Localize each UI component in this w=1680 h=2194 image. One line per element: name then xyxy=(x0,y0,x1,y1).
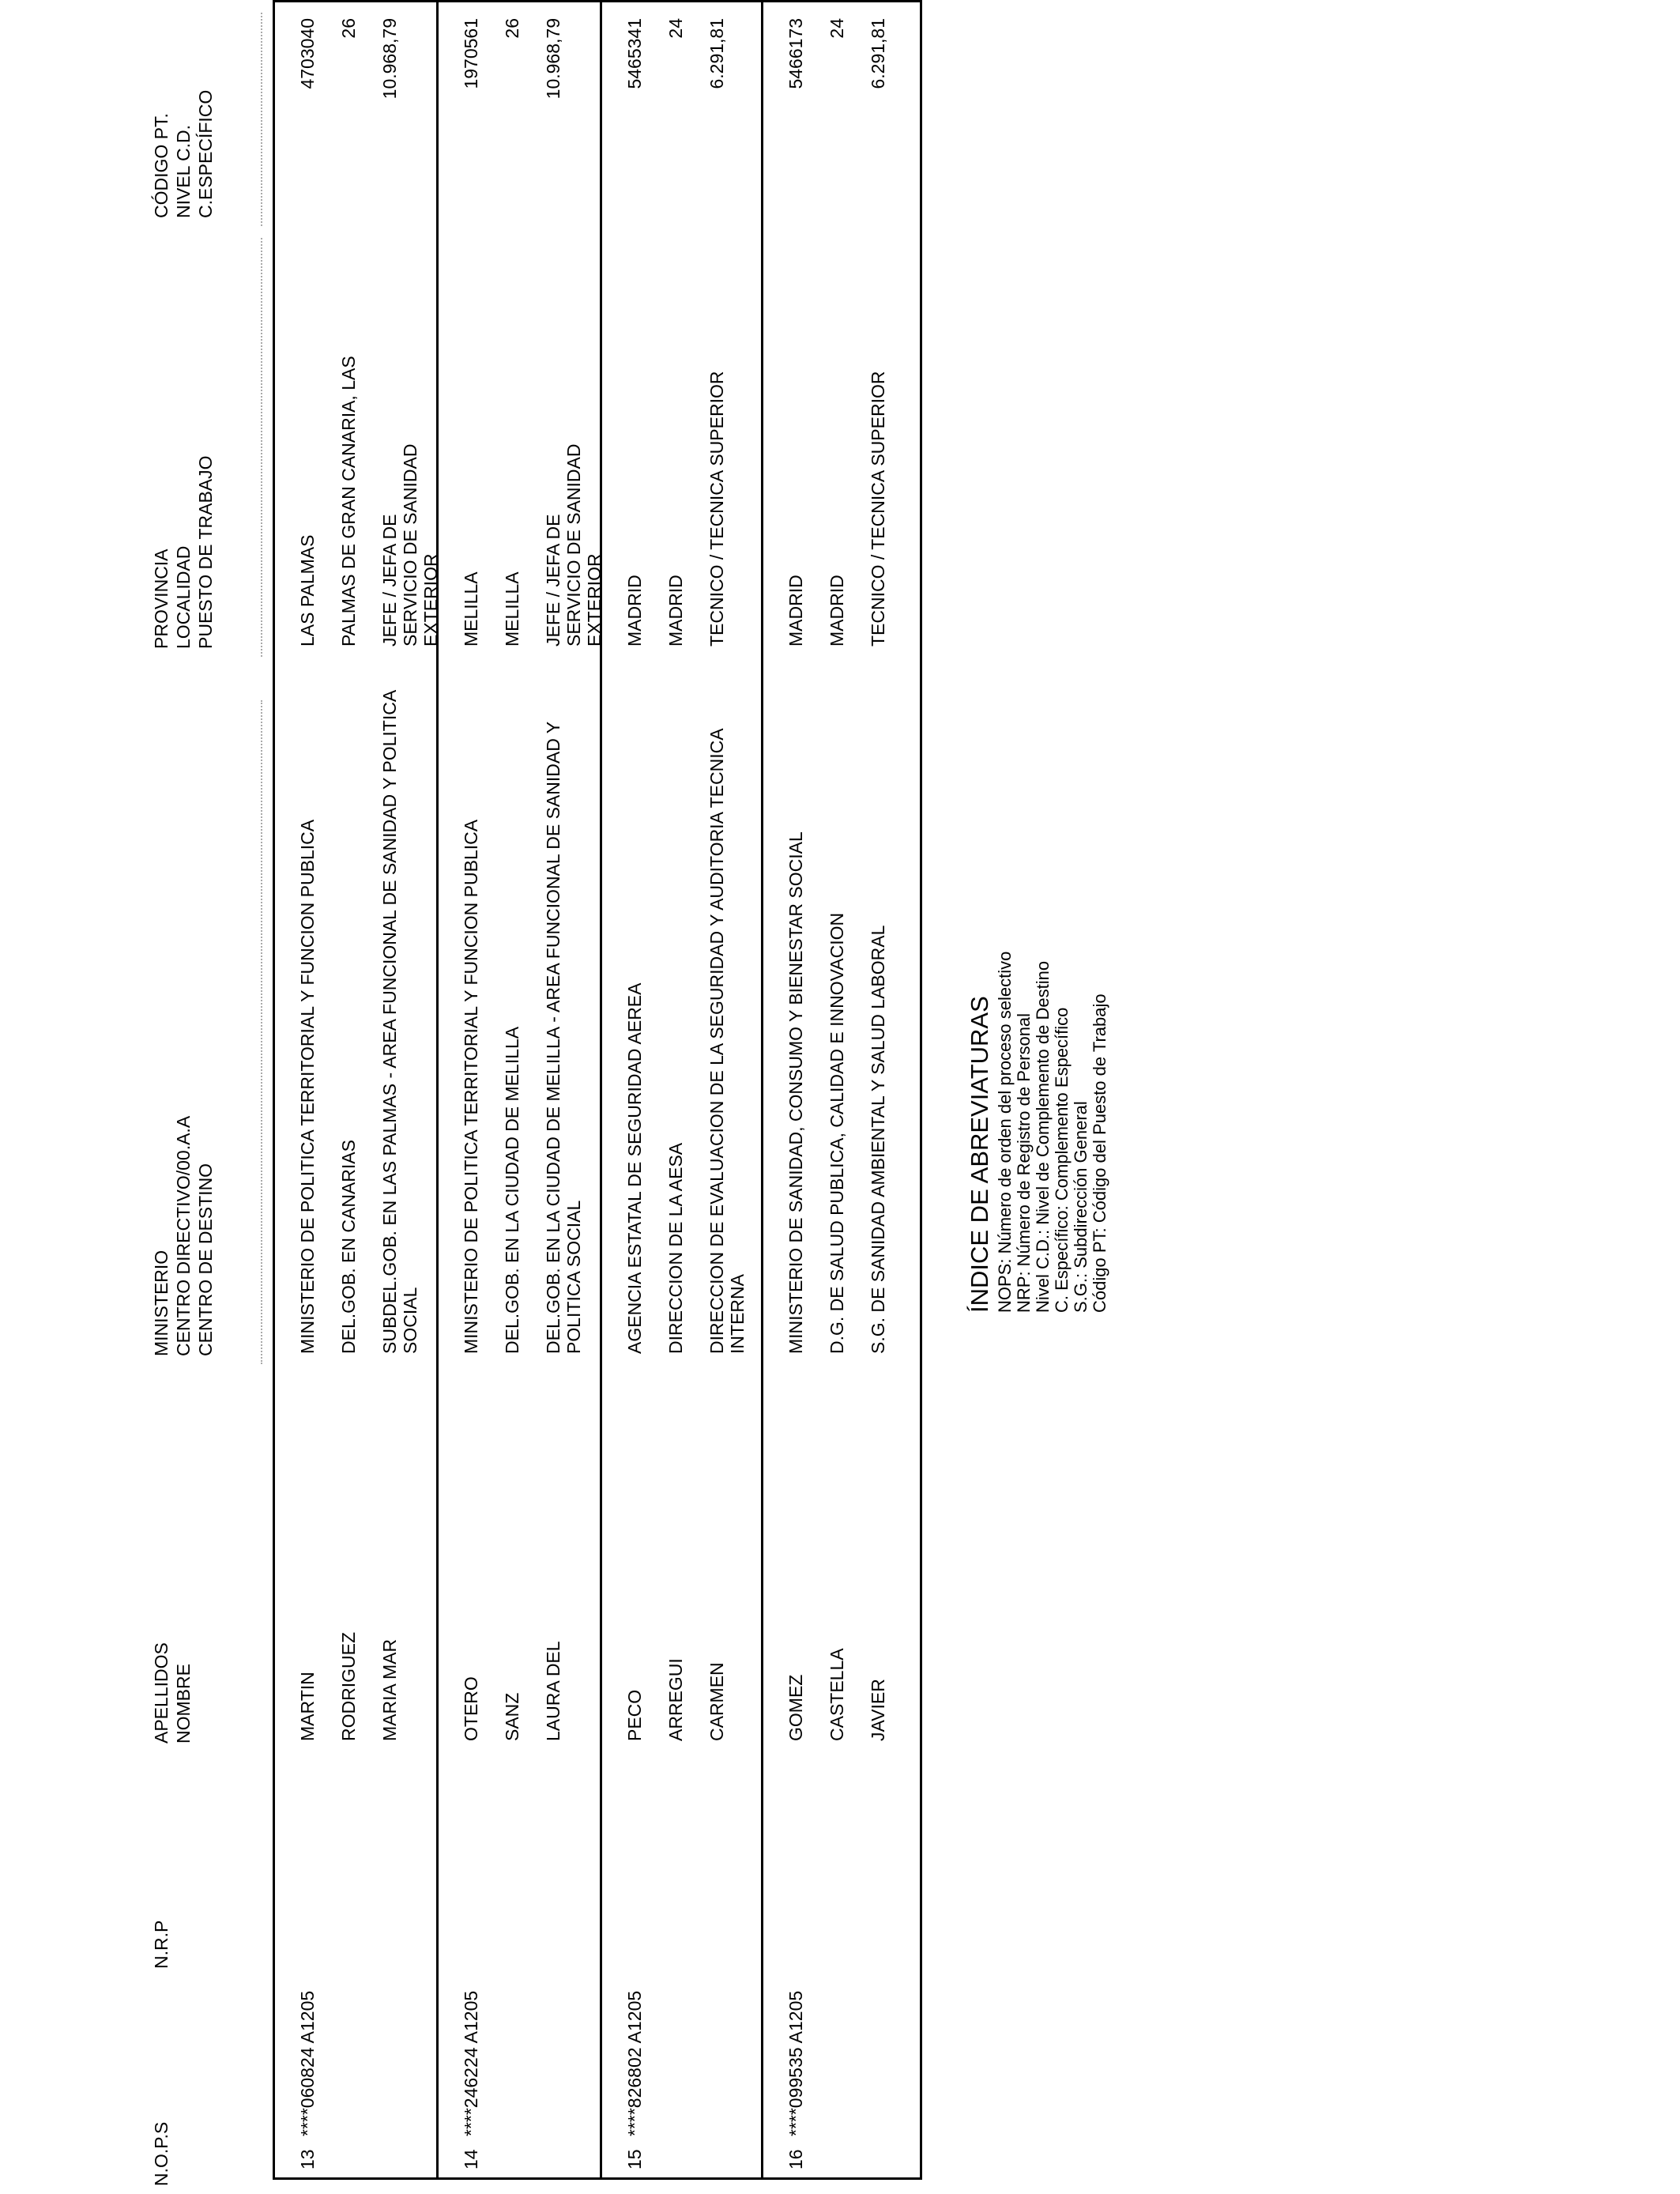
c-especifico-cell: 10.968,79 xyxy=(543,18,563,100)
centro-directivo-cell: D.G. DE SALUD PUBLICA, CALIDAD E INNOVACION xyxy=(827,912,847,1354)
centro-destino-cell: S.G. DE SANIDAD AMBIENTAL Y SALUD LABORAL xyxy=(868,925,888,1354)
header-puesto-label: PUESTO DE TRABAJO xyxy=(195,455,216,649)
header-apellidos-label: APELLIDOS xyxy=(151,1642,171,1744)
header-nombre-label: NOMBRE xyxy=(173,1664,194,1744)
header-codigos xyxy=(150,90,217,218)
table-row xyxy=(275,2,441,2177)
ministerio-cell: AGENCIA ESTATAL DE SEGURIDAD AEREA xyxy=(624,982,645,1354)
ministerio-cell: MINISTERIO DE POLITICA TERRITORIAL Y FUNCION PUBLICA xyxy=(297,819,318,1354)
header-centro-destino-label: CENTRO DE DESTINO xyxy=(195,1163,216,1356)
provincia-cell: LAS PALMAS xyxy=(297,534,318,647)
centro-destino-cell: SUBDEL.GOB. EN LAS PALMAS - AREA FUNCIONAL DE SANIDAD Y POLITICA SOCIAL xyxy=(379,691,420,1354)
nops-cell: 16 xyxy=(785,2149,806,2169)
abbreviations-title: ÍNDICE DE ABREVIATURAS xyxy=(966,996,993,1313)
ministerio-cell: MINISTERIO DE SANIDAD, CONSUMO Y BIENESTAR SOCIAL xyxy=(785,831,806,1354)
centro-destino-cell: DIRECCION DE EVALUACION DE LA SEGURIDAD Y AUDITORIA TECNICA INTERNA xyxy=(706,729,748,1354)
header-c-especifico-label: C.ESPECÍFICO xyxy=(195,89,216,218)
codigo-pt-cell: 1970561 xyxy=(461,18,481,89)
c-especifico-cell: 6.291,81 xyxy=(868,18,888,89)
nivel-cd-cell: 26 xyxy=(338,18,359,39)
abbreviation-item: S.G.: Subdirección General xyxy=(1071,1101,1090,1313)
header-nrp-label: N.R.P xyxy=(151,1920,171,1969)
puesto-cell: TECNICO / TECNICA SUPERIOR xyxy=(706,371,727,647)
abbreviation-item: Nivel C.D.: Nivel de Complemento de Destino xyxy=(1033,960,1053,1313)
header-divider xyxy=(261,238,262,657)
provincia-cell: MADRID xyxy=(785,575,806,647)
header-nops xyxy=(150,2122,172,2186)
localidad-cell: MADRID xyxy=(827,575,847,647)
nrp-cell: ****826802 A1205 xyxy=(624,1990,645,2136)
apellido2-cell: ARREGUI xyxy=(665,1658,686,1741)
abbreviation-item: Código PT: Código del Puesto de Trabajo xyxy=(1090,993,1109,1313)
apellido2-cell: RODRIGUEZ xyxy=(338,1632,359,1741)
centro-directivo-cell: DEL.GOB. EN CANARIAS xyxy=(338,1140,359,1354)
provincia-cell: MADRID xyxy=(624,575,645,647)
header-centro-directivo-label: CENTRO DIRECTIVO/00.A.A xyxy=(173,1115,194,1356)
puesto-cell: TECNICO / TECNICA SUPERIOR xyxy=(868,371,888,647)
header-apellidos-nombre xyxy=(150,1642,194,1744)
codigo-pt-cell: 4703040 xyxy=(297,18,318,89)
header-divider xyxy=(261,700,262,1364)
records-table xyxy=(273,0,922,2180)
header-organismo xyxy=(150,1116,217,1356)
abbreviation-item: NRP: Número de Registro de Personal xyxy=(1014,1012,1034,1313)
nrp-cell: ****099535 A1205 xyxy=(785,1990,806,2136)
table-row xyxy=(436,2,605,2177)
header-ministerio-label: MINISTERIO xyxy=(151,1250,171,1356)
header-ubicacion xyxy=(150,455,217,649)
apellido2-cell: CASTELLA xyxy=(827,1648,847,1741)
localidad-cell: MADRID xyxy=(665,575,686,647)
codigo-pt-cell: 5465341 xyxy=(624,18,645,89)
header-nivel-cd-label: NIVEL C.D. xyxy=(173,124,194,218)
apellido1-cell: GOMEZ xyxy=(785,1674,806,1741)
header-provincia-label: PROVINCIA xyxy=(151,548,171,649)
centro-directivo-cell: DIRECCION DE LA AESA xyxy=(665,1142,686,1354)
nombre-cell: CARMEN xyxy=(706,1662,727,1741)
apellido1-cell: MARTIN xyxy=(297,1672,318,1741)
header-localidad-label: LOCALIDAD xyxy=(173,545,194,649)
apellido1-cell: OTERO xyxy=(461,1676,481,1741)
nrp-cell: ****060824 A1205 xyxy=(297,1990,318,2136)
puesto-cell: JEFE / JEFA DE SERVICIO DE SANIDAD EXTERIOR xyxy=(543,443,605,647)
table-row xyxy=(600,2,761,2177)
header-divider xyxy=(261,13,262,226)
apellido2-cell: SANZ xyxy=(502,1692,522,1741)
provincia-cell: MELILLA xyxy=(461,571,481,647)
nivel-cd-cell: 26 xyxy=(502,18,522,39)
localidad-cell: PALMAS DE GRAN CANARIA, LAS xyxy=(338,356,359,647)
codigo-pt-cell: 5466173 xyxy=(785,18,806,89)
puesto-cell: JEFE / JEFA DE SERVICIO DE SANIDAD EXTERIOR xyxy=(379,443,441,647)
ministerio-cell: MINISTERIO DE POLITICA TERRITORIAL Y FUNCION PUBLICA xyxy=(461,819,481,1354)
nombre-cell: MARIA MAR xyxy=(379,1638,400,1741)
table-row xyxy=(761,2,920,2177)
nivel-cd-cell: 24 xyxy=(827,18,847,39)
localidad-cell: MELILLA xyxy=(502,571,522,647)
header-nrp xyxy=(150,1921,172,1969)
centro-directivo-cell: DEL.GOB. EN LA CIUDAD DE MELILLA xyxy=(502,1026,522,1354)
abbreviation-item: C. Específico: Complemento Específico xyxy=(1052,1007,1072,1313)
nops-cell: 14 xyxy=(461,2149,481,2169)
c-especifico-cell: 10.968,79 xyxy=(379,18,400,100)
abbreviations-index xyxy=(964,952,1109,1313)
c-especifico-cell: 6.291,81 xyxy=(706,18,727,89)
nombre-cell: LAURA DEL xyxy=(543,1641,563,1741)
nops-cell: 13 xyxy=(297,2149,318,2169)
header-nops-label: N.O.P.S xyxy=(151,2121,171,2186)
abbreviation-item: NOPS: Número de orden del proceso selectivo xyxy=(995,951,1015,1313)
nivel-cd-cell: 24 xyxy=(665,18,686,39)
apellido1-cell: PECO xyxy=(624,1689,645,1741)
nrp-cell: ****246224 A1205 xyxy=(461,1990,481,2136)
centro-destino-cell: DEL.GOB. EN LA CIUDAD DE MELILLA - AREA FUNCIONAL DE SANIDAD Y POLITICA SOCIAL xyxy=(543,722,584,1354)
nops-cell: 15 xyxy=(624,2149,645,2169)
header-codigo-pt-label: CÓDIGO PT. xyxy=(151,113,171,218)
nombre-cell: JAVIER xyxy=(868,1679,888,1741)
